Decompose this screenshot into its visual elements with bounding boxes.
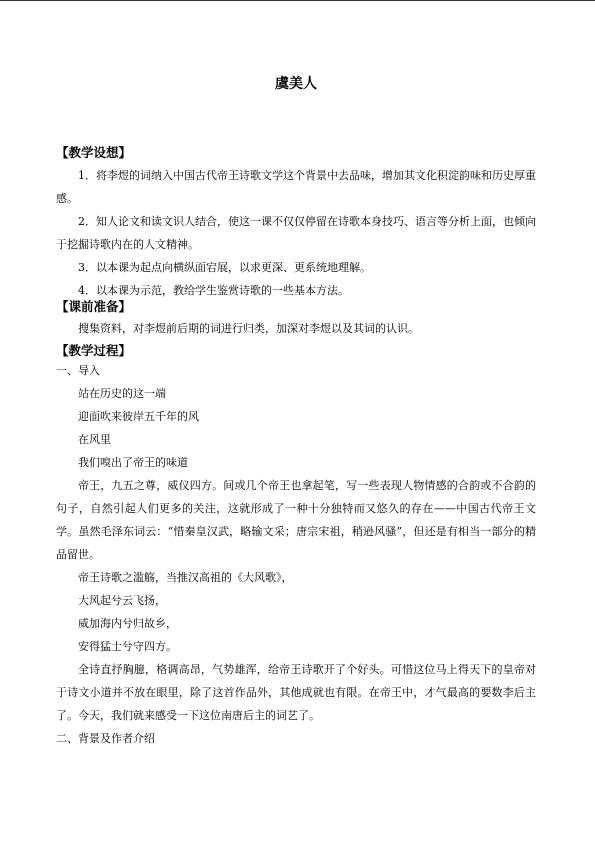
intro-paragraph-3: 全诗直抒胸臆，格调高昂，气势雄浑，给帝王诗歌开了个好头。可惜这位马上得天下的皇帝对于诗文小道并不放在眼里，除了这首作品外，其他成就也有限。在帝王中，才气最高的要数李后主了。今天，我们就来感受一下这位南唐后主的词艺了。 [56,663,536,722]
poem2-line-1: 大风起兮云飞扬， [78,594,166,607]
section-heading-process: 【教学过程】 [56,343,132,358]
design-item-4: 4．以本课为示范，教给学生鉴赏诗歌的一些基本方法。 [78,284,349,297]
prep-text: 搜集资料，对李煜前后期的词进行归类，加深对李煜以及其词的认识。 [78,322,419,335]
intro-paragraph-1: 帝王，九五之尊，威仪四方。间或几个帝王也拿起笔，写一些表现人物情感的合韵或不合韵的句子，自然引起人们更多的关注，这就形成了一种十分独特而又悠久的存在——中国古代帝王文学。虽然毛泽东词云：“惜秦皇汉武，略输文采；唐宗宋祖，稍逊风骚”，但还是有相当一部分的精品留世。 [56,479,536,561]
poem2-line-2: 威加海内兮归故乡， [78,617,177,630]
design-item-3: 3．以本课为起点向横纵面宕展，以求更深、更系统地理解。 [78,261,371,274]
poem2-line-3: 安得猛士兮守四方。 [78,640,177,653]
section-heading-prep: 【课前准备】 [56,299,132,314]
process-part-1: 一、导入 [56,364,100,377]
design-item-2: 2．知人论文和读文识人结合，使这一课不仅仅停留在诗歌本身技巧、语言等分析上面，也倾向于挖掘诗歌内在的人文精神。 [56,215,536,251]
section-heading-design: 【教学设想】 [56,145,132,160]
header-rule [0,0,595,1]
design-item-1: 1．将李煜的词纳入中国古代帝王诗歌文学这个背景中去品味，增加其文化积淀韵味和历史厚重感。 [56,169,536,205]
poem1-line-3: 在风里 [78,433,111,446]
document-title: 虞美人 [275,76,317,92]
poem1-line-2: 迎面吹来彼岸五千年的风 [78,410,199,423]
process-part-2: 二、背景及作者介绍 [56,732,155,745]
poem1-line-4: 我们嗅出了帝王的味道 [78,456,188,469]
poem1-line-1: 站在历史的这一端 [78,387,166,400]
intro-paragraph-2: 帝王诗歌之滥觞，当推汉高祖的《大风歌》， [78,571,293,584]
